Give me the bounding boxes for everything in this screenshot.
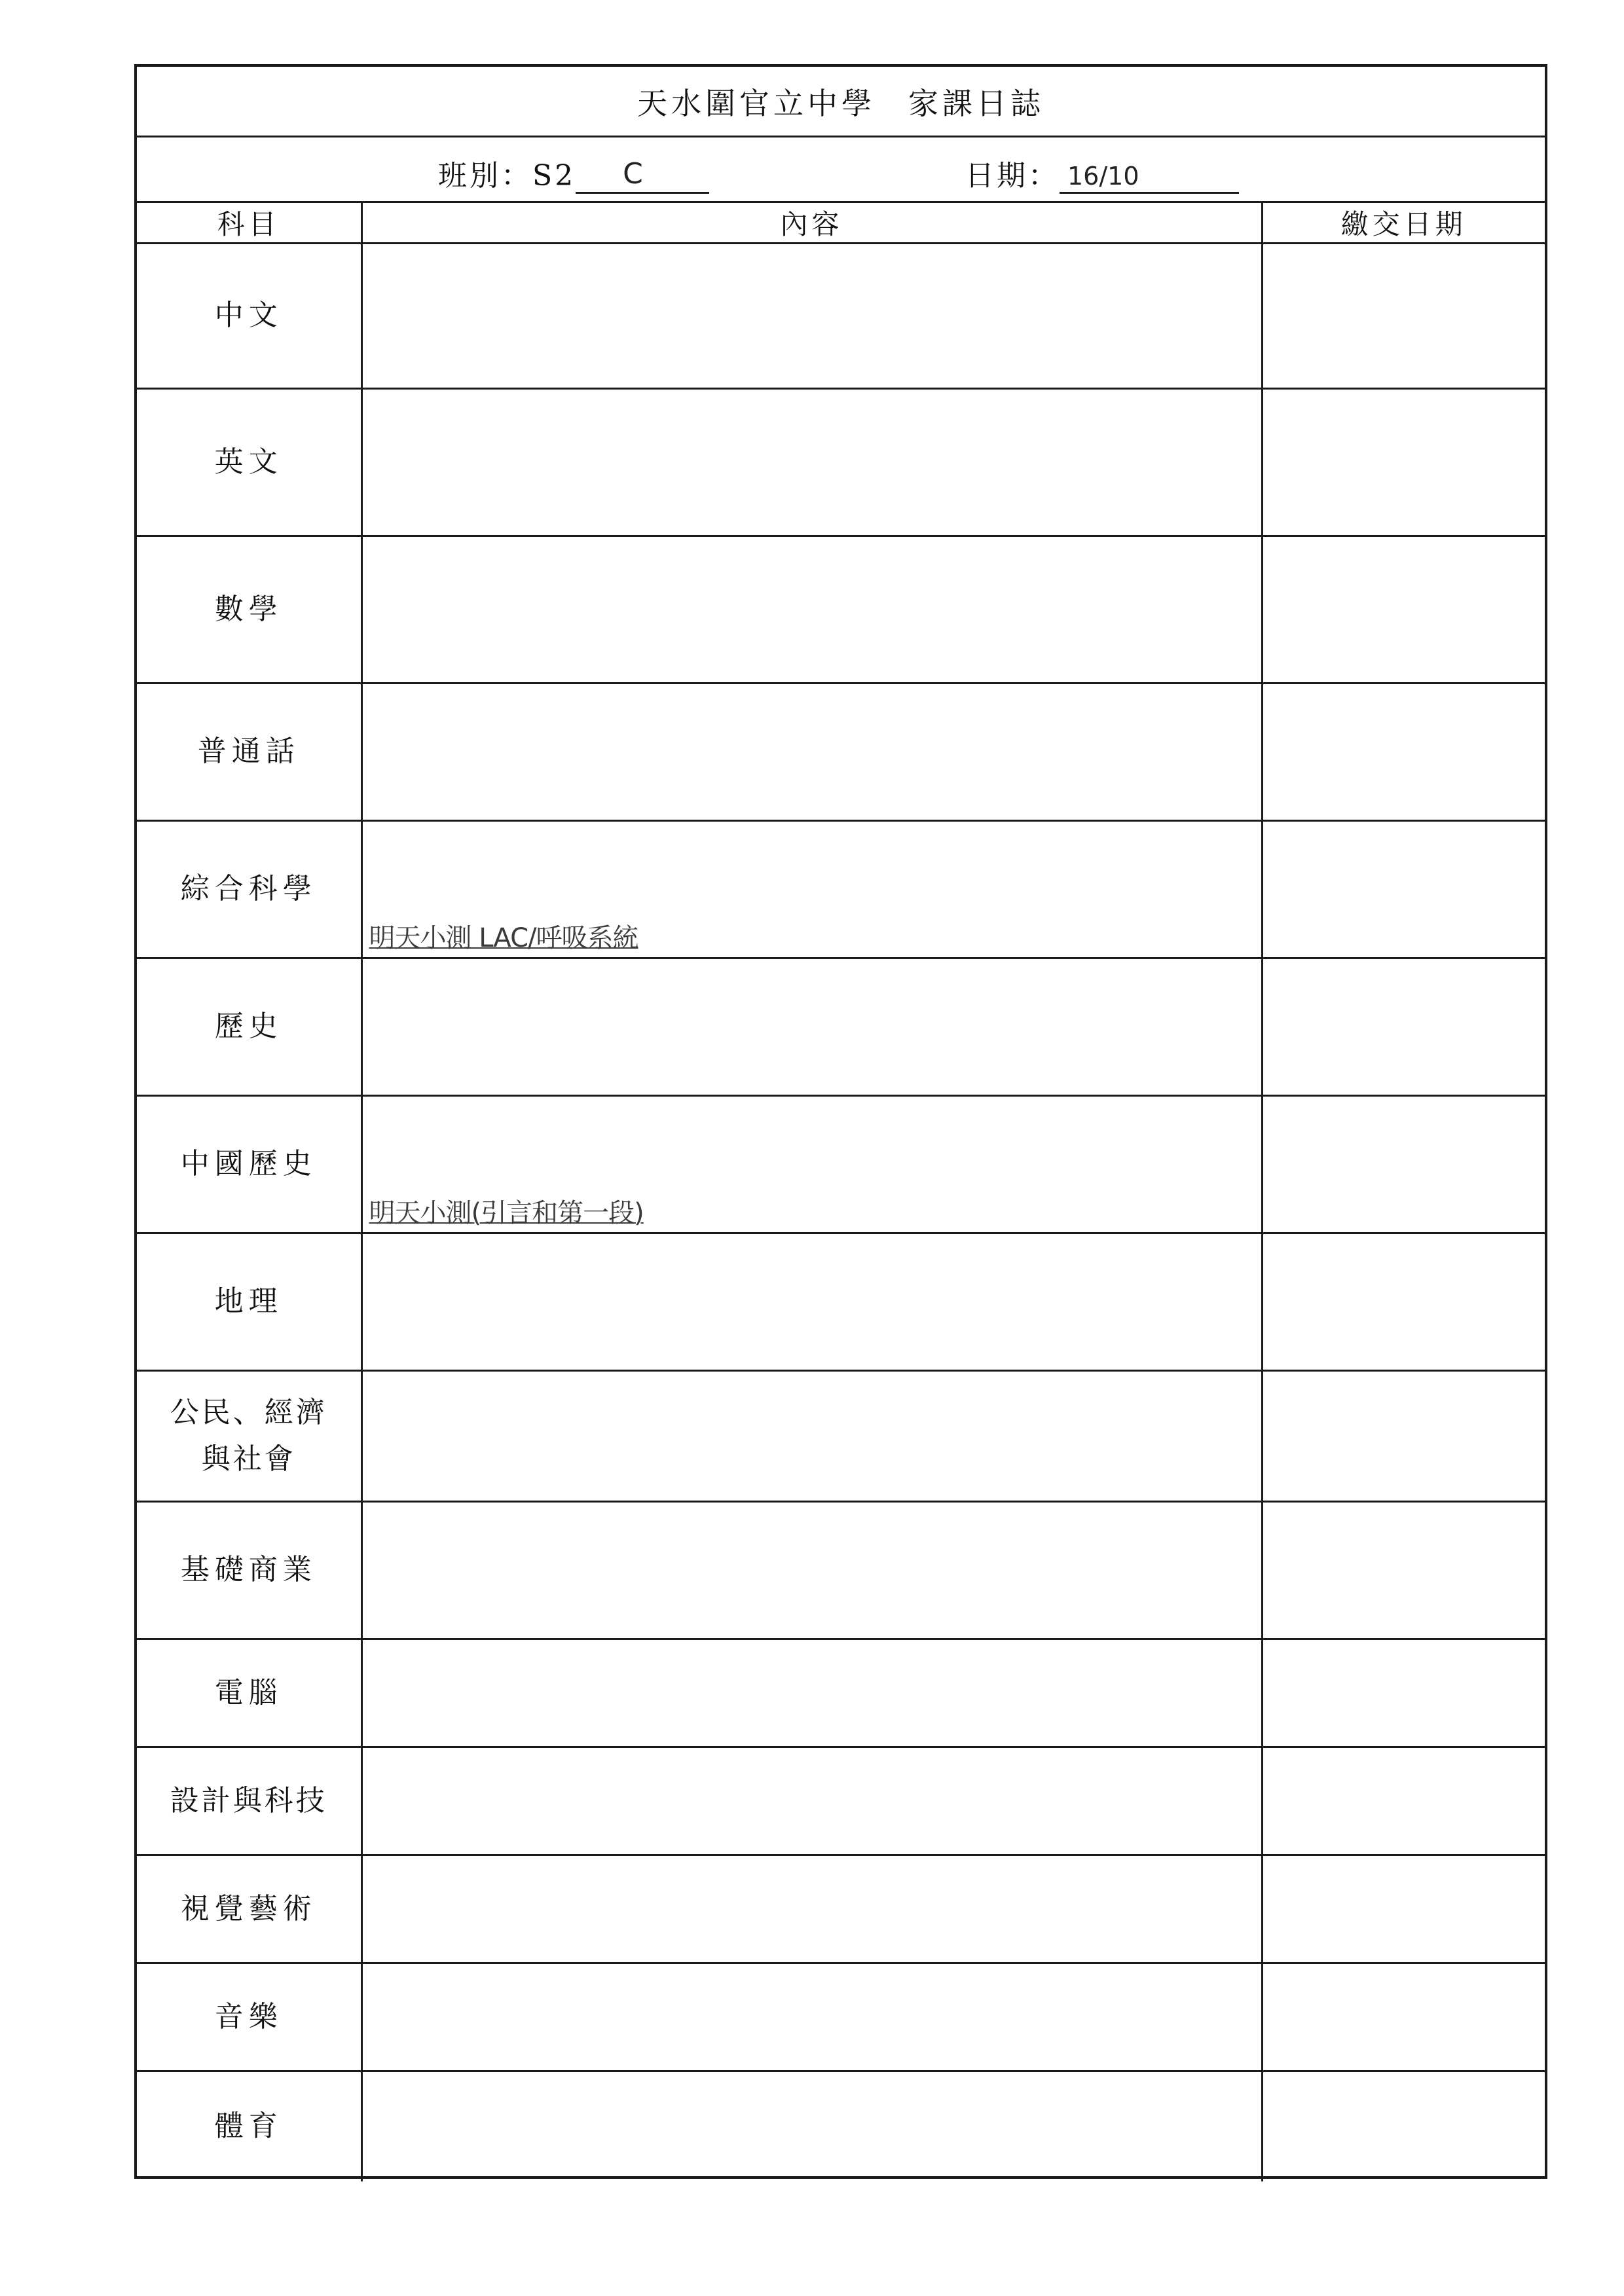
- class-value-line: [576, 157, 709, 194]
- content-cell: [361, 536, 1262, 683]
- table-row: [137, 1747, 1545, 1855]
- subject-cell: 音樂: [137, 1963, 361, 2071]
- table-row: [137, 536, 1545, 683]
- subject-cell: 中國歷史: [137, 1096, 361, 1233]
- due-date-cell: [1262, 2071, 1545, 2181]
- table-header-row: [137, 203, 1545, 244]
- content-note: 明天小測(引言和第一段): [369, 1198, 644, 1228]
- content-cell: [361, 389, 1262, 536]
- homework-diary-form: [134, 64, 1547, 2179]
- subject-cell: 基礎商業: [137, 1502, 361, 1639]
- class-label: 班別：S2: [438, 159, 576, 192]
- table-row: [137, 244, 1545, 389]
- content-cell: [361, 2071, 1262, 2181]
- content-cell: [361, 1855, 1262, 1963]
- table-row: [137, 821, 1545, 958]
- table-row: [137, 1502, 1545, 1639]
- content-cell: [361, 683, 1262, 821]
- subject-cell: 地理: [137, 1233, 361, 1371]
- table-row: [137, 1371, 1545, 1502]
- content-cell: [361, 821, 1262, 958]
- table-row: [137, 1233, 1545, 1371]
- due-date-cell: [1262, 1502, 1545, 1639]
- subject-cell: 體育: [137, 2071, 361, 2181]
- table-row: [137, 1963, 1545, 2071]
- subject-cell: 中文: [137, 244, 361, 389]
- due-date-cell: [1262, 1639, 1545, 1747]
- subject-cell: 公民、經濟 與社會: [137, 1371, 361, 1502]
- form-title-row: [137, 67, 1545, 137]
- subject-cell: 設計與科技: [137, 1747, 361, 1855]
- due-date-cell: [1262, 536, 1545, 683]
- date-field: [965, 152, 1239, 194]
- content-cell: [361, 1371, 1262, 1502]
- header-due-date: 繳交日期: [1262, 203, 1545, 244]
- table-row: [137, 1855, 1545, 1963]
- due-date-cell: [1262, 821, 1545, 958]
- header-subject: 科目: [137, 203, 361, 244]
- subject-cell: 英文: [137, 389, 361, 536]
- content-cell: [361, 244, 1262, 389]
- table-row: [137, 1096, 1545, 1233]
- due-date-cell: [1262, 244, 1545, 389]
- content-note: 明天小測 LAC/呼吸系統: [369, 923, 638, 953]
- content-cell: [361, 958, 1262, 1096]
- content-cell: [361, 1233, 1262, 1371]
- due-date-cell: [1262, 389, 1545, 536]
- content-cell: [361, 1502, 1262, 1639]
- due-date-cell: [1262, 683, 1545, 821]
- class-field: [438, 152, 709, 194]
- table-row: [137, 2071, 1545, 2181]
- content-cell: [361, 1639, 1262, 1747]
- due-date-cell: [1262, 1963, 1545, 2071]
- content-cell: [361, 1096, 1262, 1233]
- class-value: C: [623, 157, 643, 191]
- due-date-cell: [1262, 958, 1545, 1096]
- subject-cell: 數學: [137, 536, 361, 683]
- subject-cell: 歷史: [137, 958, 361, 1096]
- school-name: 天水圍官立中學: [637, 85, 876, 121]
- info-row: [137, 137, 1545, 203]
- due-date-cell: [1262, 1855, 1545, 1963]
- header-content: 內容: [361, 203, 1262, 244]
- due-date-cell: [1262, 1096, 1545, 1233]
- due-date-cell: [1262, 1747, 1545, 1855]
- subject-cell: 電腦: [137, 1639, 361, 1747]
- content-cell: [361, 1747, 1262, 1855]
- subject-cell: 視覺藝術: [137, 1855, 361, 1963]
- date-label: 日期：: [965, 159, 1060, 192]
- table-row: [137, 958, 1545, 1096]
- subject-cell: 普通話: [137, 683, 361, 821]
- table-row: [137, 1639, 1545, 1747]
- due-date-cell: [1262, 1233, 1545, 1371]
- due-date-cell: [1262, 1371, 1545, 1502]
- form-title: 家課日誌: [908, 85, 1044, 121]
- date-value: 16/10: [1060, 162, 1239, 194]
- table-row: [137, 389, 1545, 536]
- homework-table: [137, 203, 1545, 2181]
- content-cell: [361, 1963, 1262, 2071]
- table-row: [137, 683, 1545, 821]
- subject-cell: 綜合科學: [137, 821, 361, 958]
